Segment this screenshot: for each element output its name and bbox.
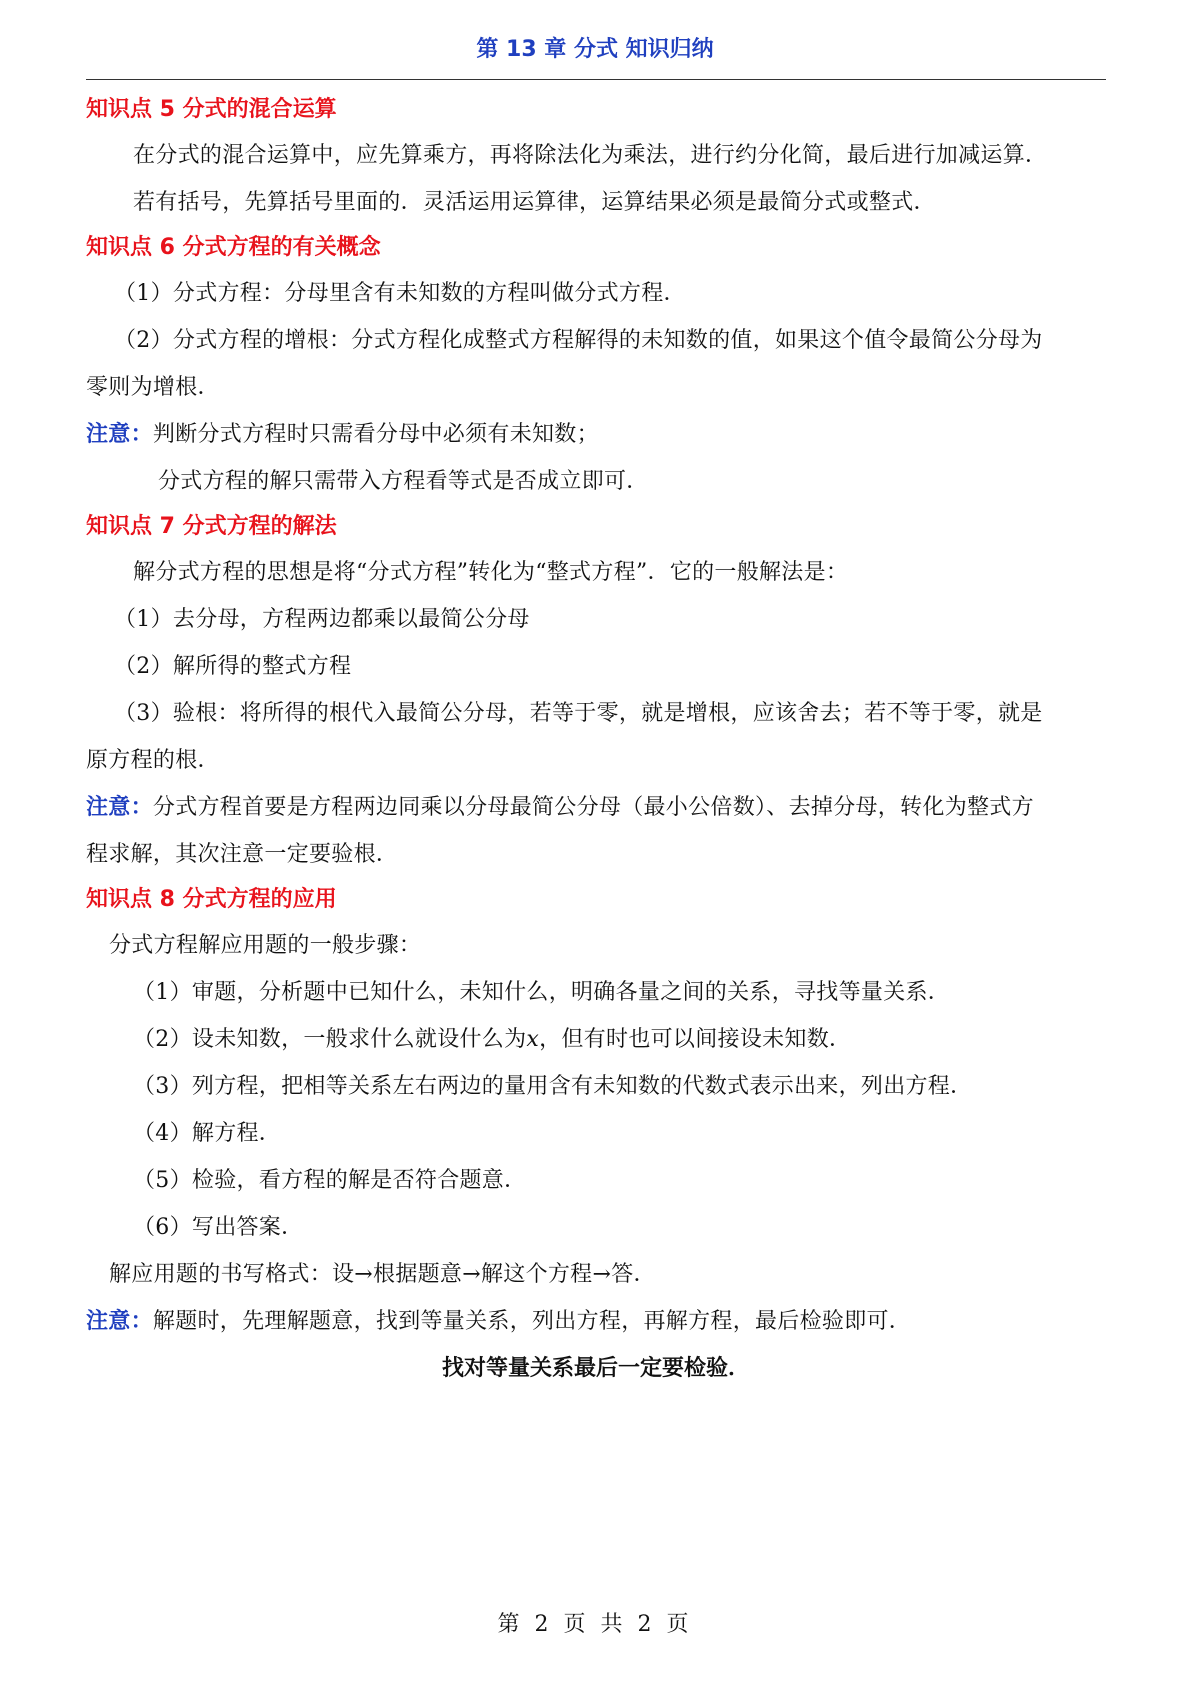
section-6-item-2-line-2: 零则为增根． [86,375,220,400]
section-6-heading: 知识点 6 分式方程的有关概念 [86,235,381,260]
section-8-heading: 知识点 8 分式方程的应用 [86,887,337,912]
section-8-step-3: （3）列方程，把相等关系左右两边的量用含有未知数的代数式表示出来，列出方程． [133,1074,973,1099]
section-8-note-text: 解题时，先理解题意，找到等量关系，列出方程，再解方程，最后检验即可． [152,1309,912,1334]
section-5-heading: 知识点 5 分式的混合运算 [86,97,337,122]
section-7-step-2: （2）解所得的整式方程 [114,654,352,679]
note-label: 注意： [86,795,153,820]
page-header-title: 第 13 章 分式 知识归纳 [476,37,714,62]
section-8-step-5: （5）检验，看方程的解是否符合题意． [133,1168,527,1193]
section-8-format: 解应用题的书写格式：设→根据题意→解这个方程→答． [109,1262,656,1287]
section-8-note [86,1298,1106,1345]
section-5-paragraph-2: 若有括号，先算括号里面的．灵活运用运算律，运算结果必须是最简分式或整式． [133,190,936,215]
section-5-paragraph-1: 在分式的混合运算中，应先算乘方，再将除法化为乘法，进行约分化简，最后进行加减运算． [133,143,1048,168]
section-8-step-2 [86,1016,1106,1063]
section-8-step-2-pre: （2）设未知数，一般求什么就设什么为 [133,1027,527,1052]
section-7-step-3-line-2: 原方程的根． [86,748,220,773]
section-8-intro: 分式方程解应用题的一般步骤： [109,933,422,958]
section-8-emphasis: 找对等量关系最后一定要检验． [441,1356,750,1381]
note-label: 注意： [86,422,153,447]
section-8-step-1: （1）审题，分析题中已知什么，未知什么，明确各量之间的关系，寻找等量关系． [133,980,951,1005]
section-7-step-1: （1）去分母，方程两边都乘以最简公分母 [114,607,530,632]
page-footer: 第 2 页 共 2 页 [497,1612,693,1637]
section-6-note-text: 判断分式方程时只需看分母中必须有未知数； [152,422,599,447]
section-8-step-2-post: ，但有时也可以间接设未知数． [539,1027,852,1052]
section-6-item-1: （1）分式方程：分母里含有未知数的方程叫做分式方程． [114,281,686,306]
section-7-step-3-line-1: （3）验根：将所得的根代入最简公分母，若等于零，就是增根，应该舍去；若不等于零，就是 [114,701,1043,726]
document-body [86,88,1106,1392]
section-7-note [86,784,1106,831]
section-7-note-line-2: 程求解，其次注意一定要验根． [86,842,399,867]
section-6-item-2-line-1: （2）分式方程的增根：分式方程化成整式方程解得的未知数的值，如果这个值令最简公分母为 [114,328,1043,353]
section-7-note-text: 分式方程首要是方程两边同乘以分母最简公分母（最小公倍数）、去掉分母，转化为整式方 [152,795,1034,820]
section-8-step-4: （4）解方程． [133,1121,282,1146]
section-7-intro: 解分式方程的思想是将“分式方程”转化为“整式方程”．它的一般解法是： [133,560,849,585]
section-6-note [86,411,1106,458]
section-6-note-line-2: 分式方程的解只需带入方程看等式是否成立即可． [158,469,649,494]
section-7-heading: 知识点 7 分式方程的解法 [86,514,337,539]
variable-x: x [526,1027,540,1052]
section-8-step-6: （6）写出答案． [133,1215,304,1240]
header-divider [86,79,1106,80]
note-label: 注意： [86,1309,153,1334]
